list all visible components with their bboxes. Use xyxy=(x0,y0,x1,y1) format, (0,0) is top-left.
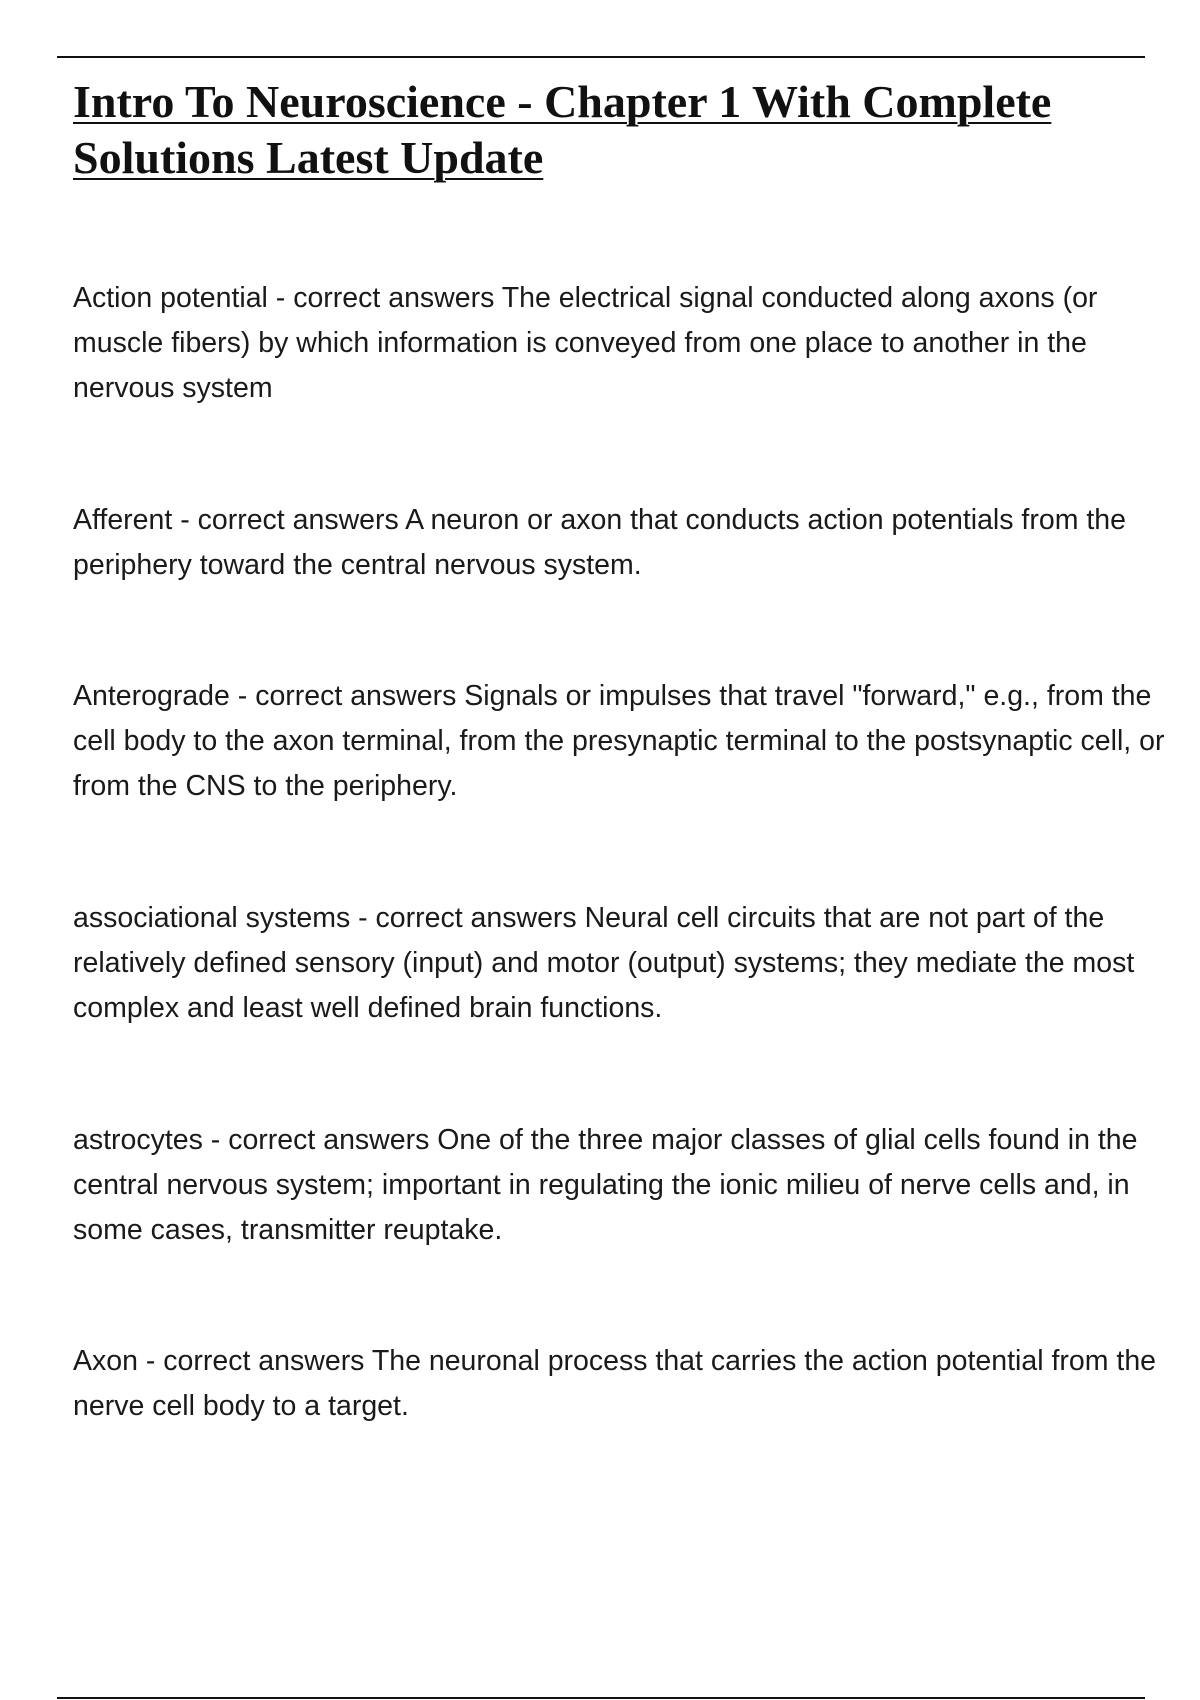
entry-anterograde: Anterograde - correct answers Signals or impulses that travel "forward," e.g., from the cell body to the axon terminal, from the presynaptic terminal to the postsynaptic cell, or from the CNS to the periphery. xyxy=(73,680,1165,802)
top-divider xyxy=(57,56,1145,58)
entry-axon: Axon - correct answers The neuronal process that carries the action potential from the nerve cell body to a target. xyxy=(73,1345,1157,1422)
document-title: Intro To Neuroscience - Chapter 1 With Complete Solutions Latest Update xyxy=(73,76,1052,183)
entry-associational-systems: associational systems - correct answers Neural cell circuits that are not part of the relatively defined sensory (input) and motor (output) systems; they mediate the most complex and least well defined brain functions. xyxy=(73,902,1135,1024)
entry-afferent: Afferent - correct answers A neuron or axon that conducts action potentials from the periphery toward the central nervous system. xyxy=(73,504,1126,581)
bottom-divider xyxy=(57,1697,1145,1699)
entry-action-potential: Action potential - correct answers The electrical signal conducted along axons (or muscle fibers) by which information is conveyed from one place to another in the nervous system xyxy=(73,282,1098,404)
entry-astrocytes: astrocytes - correct answers One of the three major classes of glial cells found in the central nervous system; important in regulating the ionic milieu of nerve cells and, in some cases, transmitter reuptake. xyxy=(73,1124,1138,1246)
